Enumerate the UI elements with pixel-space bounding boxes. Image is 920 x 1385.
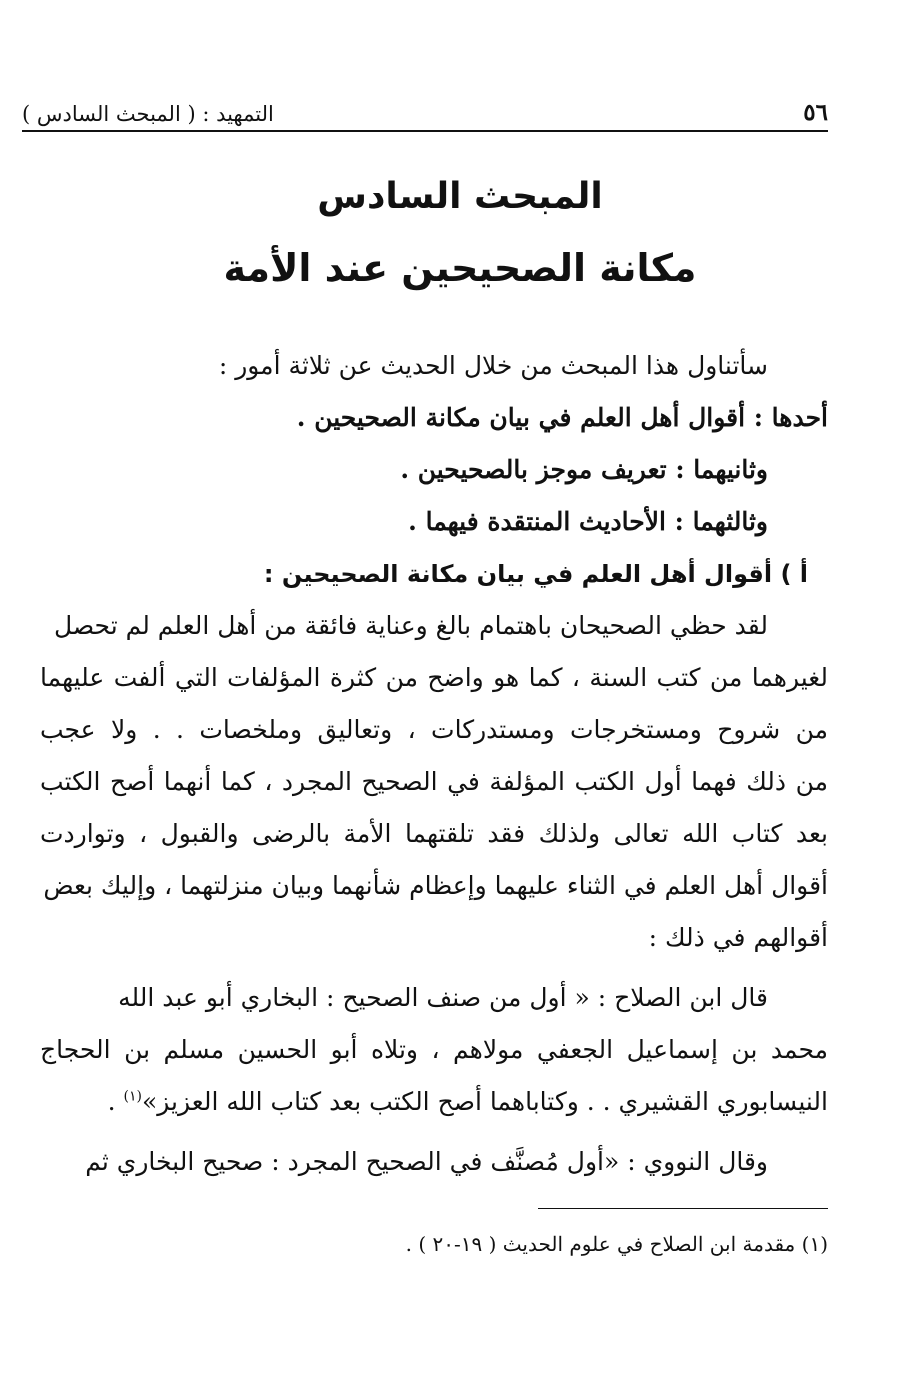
page-number: ٥٦ xyxy=(803,99,828,126)
point-item: وثالثهما : الأحاديث المنتقدة فيهما . xyxy=(408,507,768,536)
point-item: وثانيهما : تعريف موجز بالصحيحين . xyxy=(400,455,768,484)
footnote-divider xyxy=(538,1208,828,1209)
subheading: أ ) أقوال أهل العلم في بيان مكانة الصحيحين : xyxy=(263,560,808,588)
quote-line: محمد بن إسماعيل الجعفي مولاهم ، وتلاه أبو الحسين مسلم بن الحجاج xyxy=(40,1035,828,1064)
footnote-reference: (١) xyxy=(123,1088,142,1105)
paragraph-line: أقوالهم في ذلك : xyxy=(648,923,828,952)
running-title: التمهيد : ( المبحث السادس ) xyxy=(22,102,274,126)
quote-line xyxy=(40,1076,828,1128)
header-divider xyxy=(22,130,828,132)
quote-end: . xyxy=(107,1087,124,1116)
paragraph-line: أقوال أهل العلم في الثناء عليهما وإعظام شأنهما وبيان منزلتهما ، وإليك بعض xyxy=(43,871,828,900)
paragraph-line: من ذلك فهما أول الكتب المؤلفة في الصحيح المجرد ، كما أنهما أصح الكتب xyxy=(40,767,829,796)
paragraph-line: لقد حظي الصحيحان باهتمام بالغ وعناية فائقة من أهل العلم لم تحصل xyxy=(53,611,768,640)
paragraph-line: من شروح ومستخرجات ومستدركات ، وتعاليق وملخصات . . ولا عجب xyxy=(40,715,828,744)
quote-line: قال ابن الصلاح : « أول من صنف الصحيح : البخاري أبو عبد الله xyxy=(118,983,768,1012)
body-text xyxy=(40,340,828,1188)
paragraph-line: لغيرهما من كتب السنة ، كما هو واضح من كثرة المؤلفات التي ألفت عليهما xyxy=(40,663,828,692)
chapter-title: المبحث السادس xyxy=(317,176,603,217)
running-header xyxy=(22,92,828,126)
quote-line: وقال النووي : «أول مُصنَّف في الصحيح المجرد : صحيح البخاري ثم xyxy=(85,1147,768,1176)
section-title: مكانة الصحيحين عند الأمة xyxy=(223,246,697,290)
footnote: (١) مقدمة ابن الصلاح في علوم الحديث ( ١٩-٢٠ ) . xyxy=(405,1232,828,1256)
point-item: أحدها : أقوال أهل العلم في بيان مكانة الصحيحين . xyxy=(296,403,828,432)
quote-text: النيسابوري القشيري . . وكتاباهما أصح الكتب بعد كتاب الله العزيز» xyxy=(141,1087,828,1116)
paragraph-line: بعد كتاب الله تعالى ولذلك فقد تلقتهما الأمة بالرضى والقبول ، وتواردت xyxy=(40,819,828,848)
intro-line: سأتناول هذا المبحث من خلال الحديث عن ثلاثة أمور : xyxy=(218,351,768,380)
